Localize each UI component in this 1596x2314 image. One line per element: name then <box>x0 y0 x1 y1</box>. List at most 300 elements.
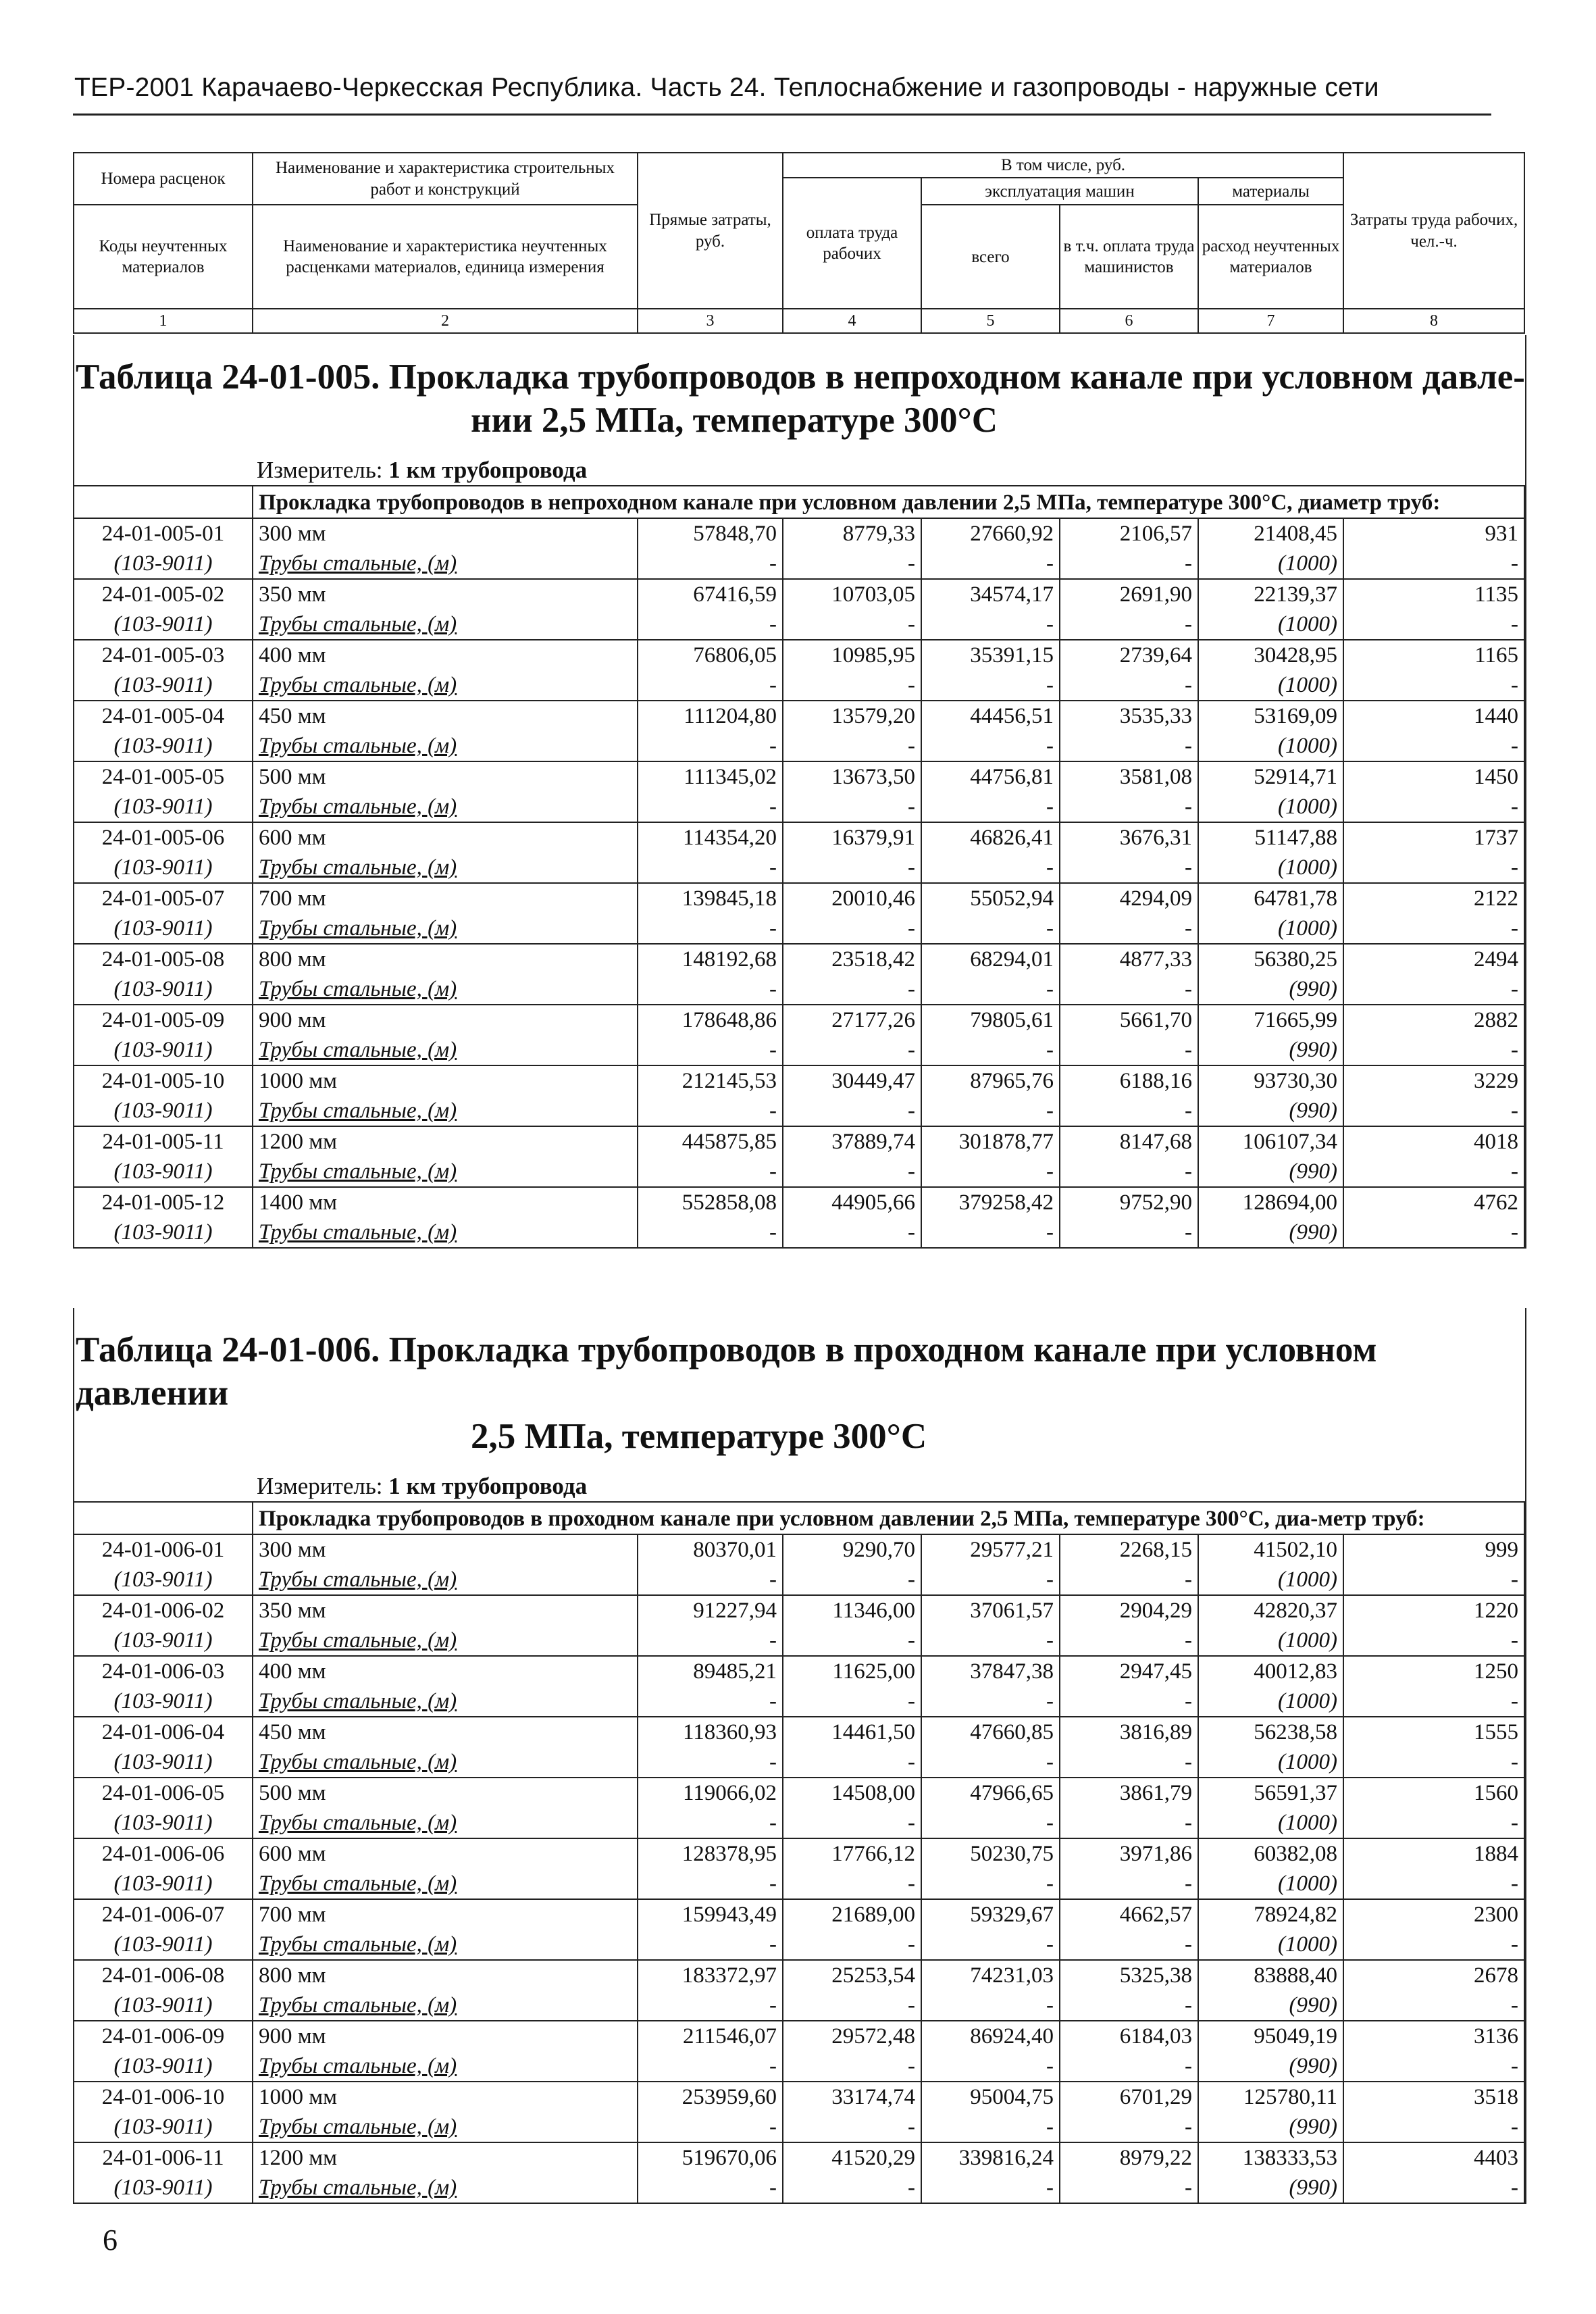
wage-dash: - <box>783 2173 921 2203</box>
worker-wage: 13579,20 <box>783 701 921 731</box>
worker-wage: 25253,54 <box>783 1960 921 1990</box>
material-code: (103-9011) <box>74 2173 253 2203</box>
labor-dash: - <box>1343 609 1524 640</box>
work-name: 700 мм <box>253 1899 638 1930</box>
direct-cost: 89485,21 <box>638 1656 783 1686</box>
group-row <box>74 1502 1524 1534</box>
labor-dash: - <box>1343 1626 1524 1656</box>
machine-operator-wage: 4877,33 <box>1060 944 1198 974</box>
machine-total: 35391,15 <box>921 640 1060 670</box>
material-name: Трубы стальные, (м) <box>253 1869 638 1899</box>
materials-header: материалы <box>1198 178 1343 205</box>
direct-cost: 114354,20 <box>638 822 783 853</box>
machine-dash: - <box>921 1869 1060 1899</box>
rate-code: 24-01-005-08 <box>74 944 253 974</box>
rates-table <box>73 1501 1525 2203</box>
machine-operator-wage: 3861,79 <box>1060 1778 1198 1808</box>
machine-total: 59329,67 <box>921 1899 1060 1930</box>
labor-hours: 4762 <box>1343 1187 1524 1217</box>
work-name: 600 мм <box>253 822 638 853</box>
material-row <box>74 670 1524 701</box>
material-name: Трубы стальные, (м) <box>253 1808 638 1838</box>
direct-dash: - <box>638 1686 783 1717</box>
direct-dash: - <box>638 2173 783 2203</box>
work-name: 700 мм <box>253 883 638 913</box>
meter-value: 1 км трубопровода <box>388 457 588 483</box>
worker-wage: 30449,47 <box>783 1065 921 1096</box>
group-row <box>74 486 1524 518</box>
direct-cost: 253959,60 <box>638 2082 783 2112</box>
worker-wage: 27177,26 <box>783 1005 921 1035</box>
rate-code: 24-01-005-12 <box>74 1187 253 1217</box>
table-24-01-006 <box>73 1308 1526 2204</box>
machine-total: 29577,21 <box>921 1534 1060 1565</box>
material-row <box>74 792 1524 822</box>
direct-dash: - <box>638 913 783 944</box>
worker-wage: 10703,05 <box>783 579 921 609</box>
direct-cost: 67416,59 <box>638 579 783 609</box>
operator-dash: - <box>1060 2173 1198 2203</box>
operator-dash: - <box>1060 1157 1198 1187</box>
labor-hours: 2494 <box>1343 944 1524 974</box>
col4-header: оплата труда рабочих <box>783 178 921 309</box>
machine-dash: - <box>921 792 1060 822</box>
labor-hours: 4403 <box>1343 2142 1524 2173</box>
machine-dash: - <box>921 1096 1060 1126</box>
rate-code: 24-01-005-03 <box>74 640 253 670</box>
material-qty: (1000) <box>1198 731 1343 761</box>
col5-header: всего <box>921 205 1060 309</box>
labor-hours: 1165 <box>1343 640 1524 670</box>
material-code: (103-9011) <box>74 1686 253 1717</box>
wage-dash: - <box>783 1157 921 1187</box>
labor-dash: - <box>1343 549 1524 579</box>
machine-total: 47660,85 <box>921 1717 1060 1747</box>
worker-wage: 23518,42 <box>783 944 921 974</box>
machine-operator-wage: 9752,90 <box>1060 1187 1198 1217</box>
operator-dash: - <box>1060 1930 1198 1960</box>
machine-dash: - <box>921 913 1060 944</box>
machine-operator-wage: 2268,15 <box>1060 1534 1198 1565</box>
meter-value: 1 км трубопровода <box>388 1473 588 1499</box>
wage-dash: - <box>783 1035 921 1065</box>
machine-operator-wage: 3581,08 <box>1060 761 1198 792</box>
direct-cost: 57848,70 <box>638 518 783 549</box>
material-code: (103-9011) <box>74 1565 253 1595</box>
machine-operator-wage: 2739,64 <box>1060 640 1198 670</box>
labor-dash: - <box>1343 1157 1524 1187</box>
rates-table <box>73 485 1525 1247</box>
col2-bottom-header: Наименование и характеристика неучтенных расценками материалов, единица измерения <box>253 205 638 309</box>
operator-dash: - <box>1060 1990 1198 2021</box>
page-number: 6 <box>103 2223 118 2257</box>
operator-dash: - <box>1060 609 1198 640</box>
material-row <box>74 1626 1524 1656</box>
worker-wage: 14461,50 <box>783 1717 921 1747</box>
material-row <box>74 1990 1524 2021</box>
material-row <box>74 913 1524 944</box>
labor-dash: - <box>1343 913 1524 944</box>
direct-cost: 519670,06 <box>638 2142 783 2173</box>
table-title-line1: Таблица 24-01-006. Прокладка трубопроводов в проходном канале при условном давлении <box>76 1330 1377 1413</box>
material-name: Трубы стальные, (м) <box>253 1157 638 1187</box>
worker-wage: 37889,74 <box>783 1126 921 1157</box>
machine-total: 74231,03 <box>921 1960 1060 1990</box>
machine-dash: - <box>921 1565 1060 1595</box>
work-name: 1000 мм <box>253 2082 638 2112</box>
worker-wage: 14508,00 <box>783 1778 921 1808</box>
material-qty: (990) <box>1198 1990 1343 2021</box>
col-num-3: 3 <box>638 309 783 333</box>
operator-dash: - <box>1060 792 1198 822</box>
machine-dash: - <box>921 1626 1060 1656</box>
worker-wage: 11625,00 <box>783 1656 921 1686</box>
machine-dash: - <box>921 1808 1060 1838</box>
material-code: (103-9011) <box>74 913 253 944</box>
table-row <box>74 1778 1524 1808</box>
machine-total: 44756,81 <box>921 761 1060 792</box>
machine-operator-wage: 4662,57 <box>1060 1899 1198 1930</box>
machine-dash: - <box>921 549 1060 579</box>
material-code: (103-9011) <box>74 609 253 640</box>
worker-wage: 16379,91 <box>783 822 921 853</box>
material-qty: (1000) <box>1198 1565 1343 1595</box>
materials-cost: 93730,30 <box>1198 1065 1343 1096</box>
rate-code: 24-01-006-06 <box>74 1838 253 1869</box>
material-row <box>74 1217 1524 1247</box>
work-name: 450 мм <box>253 701 638 731</box>
direct-dash: - <box>638 549 783 579</box>
materials-cost: 128694,00 <box>1198 1187 1343 1217</box>
work-name: 600 мм <box>253 1838 638 1869</box>
machines-header: эксплуатация машин <box>921 178 1198 205</box>
material-qty: (990) <box>1198 2051 1343 2082</box>
direct-dash: - <box>638 670 783 701</box>
material-qty: (1000) <box>1198 792 1343 822</box>
material-code: (103-9011) <box>74 1035 253 1065</box>
material-name: Трубы стальные, (м) <box>253 1686 638 1717</box>
material-qty: (1000) <box>1198 1869 1343 1899</box>
machine-dash: - <box>921 609 1060 640</box>
work-name: 350 мм <box>253 1595 638 1626</box>
material-qty: (1000) <box>1198 1686 1343 1717</box>
material-code: (103-9011) <box>74 1157 253 1187</box>
material-name: Трубы стальные, (м) <box>253 1930 638 1960</box>
machine-operator-wage: 8147,68 <box>1060 1126 1198 1157</box>
worker-wage: 20010,46 <box>783 883 921 913</box>
direct-cost: 111204,80 <box>638 701 783 731</box>
work-name: 300 мм <box>253 518 638 549</box>
col6-header: в т.ч. оплата труда машинистов <box>1060 205 1198 309</box>
material-name: Трубы стальные, (м) <box>253 1626 638 1656</box>
wage-dash: - <box>783 853 921 883</box>
material-name: Трубы стальные, (м) <box>253 792 638 822</box>
incl-header: В том числе, руб. <box>783 153 1343 178</box>
material-code: (103-9011) <box>74 1930 253 1960</box>
work-name: 400 мм <box>253 640 638 670</box>
table-title-line1: Таблица 24-01-005. Прокладка трубопроводов в непроходном канале при условном давле- <box>76 357 1525 397</box>
machine-operator-wage: 2947,45 <box>1060 1656 1198 1686</box>
worker-wage: 33174,74 <box>783 2082 921 2112</box>
group-label: Прокладка трубопроводов в проходном канале при условном давлении 2,5 МПа, температуре 300°С, диа-метр труб: <box>253 1502 1524 1534</box>
rate-code: 24-01-006-02 <box>74 1595 253 1626</box>
labor-hours: 2678 <box>1343 1960 1524 1990</box>
labor-hours: 999 <box>1343 1534 1524 1565</box>
labor-hours: 1555 <box>1343 1717 1524 1747</box>
materials-cost: 51147,88 <box>1198 822 1343 853</box>
materials-cost: 78924,82 <box>1198 1899 1343 1930</box>
material-qty: (1000) <box>1198 670 1343 701</box>
table-row <box>74 883 1524 913</box>
materials-cost: 30428,95 <box>1198 640 1343 670</box>
direct-cost: 159943,49 <box>638 1899 783 1930</box>
material-name: Трубы стальные, (м) <box>253 609 638 640</box>
labor-hours: 1884 <box>1343 1838 1524 1869</box>
wage-dash: - <box>783 549 921 579</box>
material-name: Трубы стальные, (м) <box>253 731 638 761</box>
labor-dash: - <box>1343 2173 1524 2203</box>
material-name: Трубы стальные, (м) <box>253 1096 638 1126</box>
worker-wage: 9290,70 <box>783 1534 921 1565</box>
table-row <box>74 518 1524 549</box>
material-name: Трубы стальные, (м) <box>253 2112 638 2142</box>
material-qty: (990) <box>1198 2173 1343 2203</box>
table-row <box>74 1838 1524 1869</box>
material-qty: (1000) <box>1198 1930 1343 1960</box>
machine-total: 87965,76 <box>921 1065 1060 1096</box>
operator-dash: - <box>1060 670 1198 701</box>
worker-wage: 8779,33 <box>783 518 921 549</box>
materials-cost: 83888,40 <box>1198 1960 1343 1990</box>
wage-dash: - <box>783 670 921 701</box>
work-name: 1200 мм <box>253 1126 638 1157</box>
machine-total: 339816,24 <box>921 2142 1060 2173</box>
material-row <box>74 731 1524 761</box>
rate-code: 24-01-005-09 <box>74 1005 253 1035</box>
machine-operator-wage: 2106,57 <box>1060 518 1198 549</box>
direct-cost: 91227,94 <box>638 1595 783 1626</box>
material-name: Трубы стальные, (м) <box>253 913 638 944</box>
operator-dash: - <box>1060 974 1198 1005</box>
wage-dash: - <box>783 1096 921 1126</box>
labor-dash: - <box>1343 2051 1524 2082</box>
machine-total: 86924,40 <box>921 2021 1060 2051</box>
table-24-01-005 <box>73 335 1526 1249</box>
table-row <box>74 2082 1524 2112</box>
labor-dash: - <box>1343 670 1524 701</box>
material-row <box>74 1096 1524 1126</box>
page-header: ТЕР-2001 Карачаево-Черкесская Республика. Часть 24. Теплоснабжение и газопроводы - наружные сети <box>74 73 1379 102</box>
table-row <box>74 2021 1524 2051</box>
labor-dash: - <box>1343 1217 1524 1247</box>
labor-dash: - <box>1343 2112 1524 2142</box>
material-qty: (1000) <box>1198 1808 1343 1838</box>
wage-dash: - <box>783 1808 921 1838</box>
table-row <box>74 1899 1524 1930</box>
material-code: (103-9011) <box>74 1869 253 1899</box>
col8-header: Затраты труда рабочих, чел.-ч. <box>1343 153 1524 309</box>
material-code: (103-9011) <box>74 1626 253 1656</box>
direct-dash: - <box>638 792 783 822</box>
direct-dash: - <box>638 1626 783 1656</box>
work-name: 300 мм <box>253 1534 638 1565</box>
material-row <box>74 609 1524 640</box>
machine-total: 46826,41 <box>921 822 1060 853</box>
labor-dash: - <box>1343 1869 1524 1899</box>
materials-cost: 138333,53 <box>1198 2142 1343 2173</box>
material-name: Трубы стальные, (м) <box>253 1747 638 1778</box>
labor-hours: 1250 <box>1343 1656 1524 1686</box>
wage-dash: - <box>783 1930 921 1960</box>
col-num-2: 2 <box>253 309 638 333</box>
operator-dash: - <box>1060 913 1198 944</box>
machine-total: 55052,94 <box>921 883 1060 913</box>
materials-cost: 22139,37 <box>1198 579 1343 609</box>
col-num-1: 1 <box>74 309 253 333</box>
material-row <box>74 1930 1524 1960</box>
operator-dash: - <box>1060 2051 1198 2082</box>
machine-dash: - <box>921 1930 1060 1960</box>
labor-dash: - <box>1343 1565 1524 1595</box>
direct-cost: 212145,53 <box>638 1065 783 1096</box>
material-code: (103-9011) <box>74 853 253 883</box>
table-row <box>74 1595 1524 1626</box>
rate-code: 24-01-005-07 <box>74 883 253 913</box>
material-code: (103-9011) <box>74 1747 253 1778</box>
machine-dash: - <box>921 1217 1060 1247</box>
material-code: (103-9011) <box>74 974 253 1005</box>
material-row <box>74 974 1524 1005</box>
machine-operator-wage: 6701,29 <box>1060 2082 1198 2112</box>
material-row <box>74 1808 1524 1838</box>
worker-wage: 10985,95 <box>783 640 921 670</box>
machine-dash: - <box>921 2051 1060 2082</box>
material-row <box>74 2112 1524 2142</box>
material-row <box>74 2051 1524 2082</box>
table-row <box>74 761 1524 792</box>
material-row <box>74 549 1524 579</box>
machine-operator-wage: 6188,16 <box>1060 1065 1198 1096</box>
material-qty: (990) <box>1198 1217 1343 1247</box>
col-num-4: 4 <box>783 309 921 333</box>
labor-hours: 1560 <box>1343 1778 1524 1808</box>
col-num-6: 6 <box>1060 309 1198 333</box>
labor-hours: 3518 <box>1343 2082 1524 2112</box>
worker-wage: 11346,00 <box>783 1595 921 1626</box>
materials-cost: 125780,11 <box>1198 2082 1343 2112</box>
direct-dash: - <box>638 2051 783 2082</box>
work-name: 500 мм <box>253 761 638 792</box>
direct-dash: - <box>638 1990 783 2021</box>
material-qty: (1000) <box>1198 609 1343 640</box>
operator-dash: - <box>1060 2112 1198 2142</box>
table-title-line2: нии 2,5 МПа, температуре 300°С <box>471 401 998 440</box>
machine-dash: - <box>921 1747 1060 1778</box>
table-row <box>74 1005 1524 1035</box>
labor-hours: 1450 <box>1343 761 1524 792</box>
table-row <box>74 944 1524 974</box>
labor-dash: - <box>1343 974 1524 1005</box>
work-name: 900 мм <box>253 2021 638 2051</box>
rate-code: 24-01-006-03 <box>74 1656 253 1686</box>
material-qty: (990) <box>1198 1096 1343 1126</box>
machine-dash: - <box>921 1990 1060 2021</box>
material-code: (103-9011) <box>74 2051 253 2082</box>
group-spacer <box>74 486 253 518</box>
group-spacer <box>74 1502 253 1534</box>
labor-hours: 1135 <box>1343 579 1524 609</box>
machine-total: 79805,61 <box>921 1005 1060 1035</box>
labor-hours: 1737 <box>1343 822 1524 853</box>
wage-dash: - <box>783 1686 921 1717</box>
rate-code: 24-01-006-07 <box>74 1899 253 1930</box>
machine-total: 27660,92 <box>921 518 1060 549</box>
wage-dash: - <box>783 974 921 1005</box>
col-num-5: 5 <box>921 309 1060 333</box>
rate-code: 24-01-006-01 <box>74 1534 253 1565</box>
col2-top-header: Наименование и характеристика строительных работ и конструкций <box>253 153 638 205</box>
labor-dash: - <box>1343 731 1524 761</box>
labor-dash: - <box>1343 1930 1524 1960</box>
direct-dash: - <box>638 1035 783 1065</box>
worker-wage: 29572,48 <box>783 2021 921 2051</box>
material-row <box>74 1686 1524 1717</box>
worker-wage: 44905,66 <box>783 1187 921 1217</box>
wage-dash: - <box>783 913 921 944</box>
work-name: 400 мм <box>253 1656 638 1686</box>
direct-cost: 128378,95 <box>638 1838 783 1869</box>
material-name: Трубы стальные, (м) <box>253 2173 638 2203</box>
rate-code: 24-01-005-01 <box>74 518 253 549</box>
material-name: Трубы стальные, (м) <box>253 1035 638 1065</box>
machine-dash: - <box>921 731 1060 761</box>
work-name: 500 мм <box>253 1778 638 1808</box>
materials-cost: 21408,45 <box>1198 518 1343 549</box>
rate-code: 24-01-005-02 <box>74 579 253 609</box>
labor-dash: - <box>1343 1035 1524 1065</box>
direct-cost: 211546,07 <box>638 2021 783 2051</box>
material-qty: (1000) <box>1198 853 1343 883</box>
material-row <box>74 1747 1524 1778</box>
materials-cost: 41502,10 <box>1198 1534 1343 1565</box>
col1-top-header: Номера расценок <box>74 153 253 205</box>
wage-dash: - <box>783 1565 921 1595</box>
labor-dash: - <box>1343 1747 1524 1778</box>
direct-cost: 445875,85 <box>638 1126 783 1157</box>
direct-dash: - <box>638 731 783 761</box>
col1-bottom-header: Коды неучтенных материалов <box>74 205 253 309</box>
material-name: Трубы стальные, (м) <box>253 549 638 579</box>
machine-total: 34574,17 <box>921 579 1060 609</box>
rate-code: 24-01-005-10 <box>74 1065 253 1096</box>
direct-cost: 80370,01 <box>638 1534 783 1565</box>
rate-code: 24-01-006-08 <box>74 1960 253 1990</box>
material-code: (103-9011) <box>74 1096 253 1126</box>
operator-dash: - <box>1060 1096 1198 1126</box>
wage-dash: - <box>783 2112 921 2142</box>
machine-dash: - <box>921 2173 1060 2203</box>
material-qty: (1000) <box>1198 549 1343 579</box>
labor-hours: 1440 <box>1343 701 1524 731</box>
machine-total: 379258,42 <box>921 1187 1060 1217</box>
material-qty: (1000) <box>1198 1626 1343 1656</box>
col7-header: расход неучтенных материалов <box>1198 205 1343 309</box>
machine-total: 50230,75 <box>921 1838 1060 1869</box>
direct-cost: 118360,93 <box>638 1717 783 1747</box>
labor-hours: 931 <box>1343 518 1524 549</box>
materials-cost: 71665,99 <box>1198 1005 1343 1035</box>
operator-dash: - <box>1060 1869 1198 1899</box>
